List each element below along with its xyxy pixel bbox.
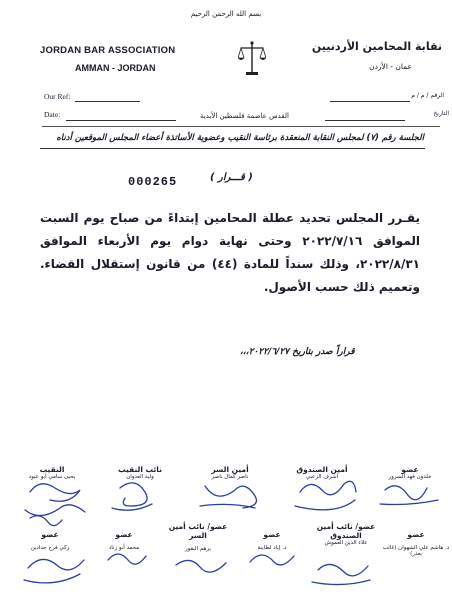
- signatory-name: د. إياد لطاينة: [257, 545, 287, 551]
- signatory-name: ناصر كمال ناصر: [211, 474, 249, 480]
- signatory-name: يحيى سامي أبو عبود: [28, 474, 76, 480]
- signatory-name: علاء الدين العموش: [324, 540, 368, 546]
- signatory-title: عضو: [41, 530, 59, 539]
- date-line-ar: [325, 120, 405, 121]
- handwritten-signatures: [0, 470, 452, 600]
- jerusalem-line: القدس عاصمة فلسطين الأبدية: [200, 112, 289, 120]
- signatory-name: محمد أبو زناد: [108, 545, 140, 551]
- signatory-title: نائب النقيب: [118, 465, 162, 474]
- signatory-name: وليد العدوان: [126, 474, 154, 480]
- org-city-ar: عمان - الأردن: [369, 62, 412, 71]
- ref-line-ar: [330, 101, 410, 102]
- decision-label: ( قـــرار ): [210, 172, 253, 183]
- date-label-ar: التاريخ: [433, 110, 449, 117]
- ref-line: [75, 101, 140, 102]
- signatory-name: برهم البقور: [184, 546, 212, 552]
- bismillah: بسم الله الرحمن الرحيم: [190, 10, 262, 18]
- signatory-name: د. هاشم علي الشهوان (غائب بعذر): [382, 545, 450, 557]
- signatory-title: النقيب: [39, 465, 65, 474]
- session-underline: [40, 148, 425, 149]
- ref-label-ar: الرقم / م / م: [411, 92, 444, 99]
- signatory-title: أمين الصندوق: [296, 465, 348, 474]
- org-name-en: JORDAN BAR ASSOCIATION: [40, 45, 176, 56]
- decision-serial-number: 000265: [128, 175, 178, 189]
- signatory-name: خلدون فهد السرور: [388, 474, 432, 480]
- signatory-title: عضو: [407, 530, 425, 539]
- signatory-name: زكي فرح حدادين: [30, 545, 70, 551]
- date-line: [66, 120, 176, 121]
- scales-of-justice-logo: [238, 40, 266, 82]
- signatory-title: عضو: [115, 530, 133, 539]
- issued-date: قراراً صدر بتاريخ ٢٠٢٢/٦/٢٧،،،: [240, 347, 355, 357]
- org-name-ar: نقابة المحامين الأردنيين: [311, 40, 442, 53]
- signatory-name: أشرف الزعبي: [305, 474, 339, 480]
- date-label: Date:: [44, 110, 61, 119]
- decision-body: يقـرر المجلس تحديد عطلة المحامين إبتداءً من صباح يوم السبت الموافق ٢٠٢٢/٧/١٦ وحتى نهاية دوام يوم الأربعاء الموافق ٢٠٢٢/٨/٣١، وذلك سنداً للمادة (٤٤) من قانون إستقلال القضاء. وتعميم ذلك حسب الأصول.: [40, 211, 420, 294]
- org-city-en: AMMAN - JORDAN: [75, 63, 156, 73]
- signatory-title: عضو/ نائب أمين السر: [168, 522, 228, 540]
- signatory-title: أمين السر: [211, 465, 249, 474]
- header-divider: [42, 126, 440, 127]
- ref-label: Our Ref:: [44, 92, 71, 101]
- session-heading: الجلسة رقم (٧) لمجلس النقابة المنعقدة برئاسة النقيب وعضوية الأساتذة أعضاء المجلس الموقعين أدناه: [56, 133, 424, 143]
- signatory-title: عضو: [401, 465, 419, 474]
- signatory-title: عضو: [263, 530, 281, 539]
- signatory-title: عضو/ نائب أمين الصندوق: [316, 522, 376, 540]
